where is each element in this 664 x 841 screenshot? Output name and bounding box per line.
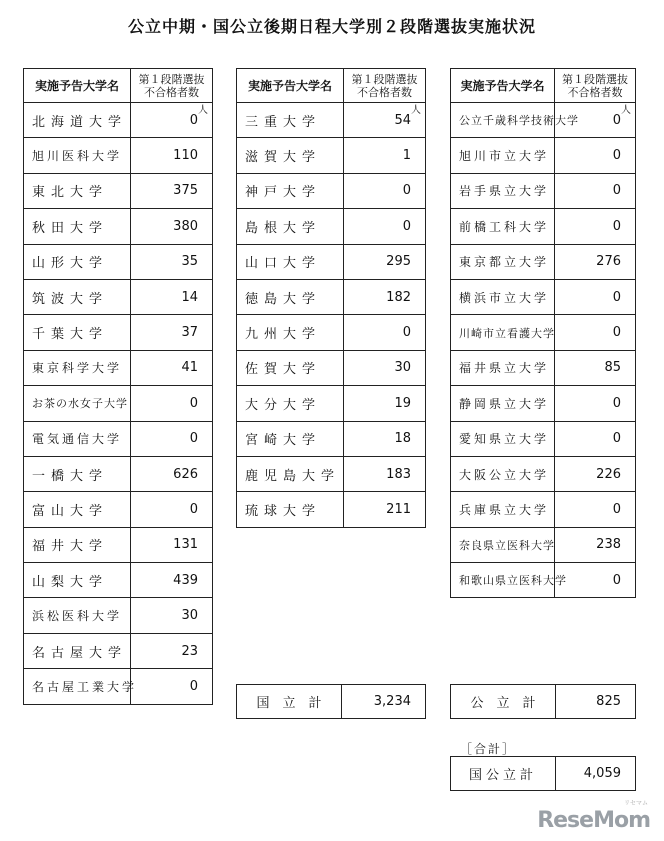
- table-row: [451, 563, 636, 598]
- table-row: [237, 103, 426, 138]
- fail-count: 0: [555, 173, 636, 208]
- fail-count: 19: [344, 386, 426, 421]
- university-name: 横浜市立大学: [451, 279, 555, 314]
- university-name: 前橋工科大学: [451, 209, 555, 244]
- university-name: 山口大学: [237, 244, 344, 279]
- fail-count: 1: [344, 138, 426, 173]
- unit-label: 人: [621, 105, 631, 116]
- resemom-logo: ReseMom: [537, 808, 650, 833]
- university-name: 北海道大学: [24, 103, 131, 138]
- table-row: [237, 209, 426, 244]
- fail-count: 0 人: [131, 103, 213, 138]
- table-row: [451, 527, 636, 562]
- fail-count: 23: [131, 633, 213, 668]
- national-total: [236, 684, 426, 719]
- university-name: 電気通信大学: [24, 421, 131, 456]
- university-name: 三重大学: [237, 103, 344, 138]
- table-row: [24, 527, 213, 562]
- table-row: [24, 421, 213, 456]
- table-row: [24, 492, 213, 527]
- fail-count: 131: [131, 527, 213, 562]
- university-name: 大阪公立大学: [451, 456, 555, 491]
- fail-count: 0: [555, 315, 636, 350]
- university-name: 和歌山県立医科大学: [451, 563, 555, 598]
- table-header-row: [451, 69, 636, 103]
- fail-count: 0: [131, 421, 213, 456]
- university-name: 徳島大学: [237, 279, 344, 314]
- table-row: [24, 209, 213, 244]
- fail-count: 110: [131, 138, 213, 173]
- table-public: [450, 68, 636, 598]
- unit-label: 人: [198, 105, 208, 116]
- table-row: [451, 138, 636, 173]
- table-row: [24, 315, 213, 350]
- fail-count: 626: [131, 456, 213, 491]
- fail-count: 238: [555, 527, 636, 562]
- fail-count: 41: [131, 350, 213, 385]
- fail-count: 0: [131, 669, 213, 704]
- table-header-row: [237, 69, 426, 103]
- table-row: [237, 315, 426, 350]
- page-title: 公立中期・国公立後期日程大学別２段階選抜実施状況: [127, 17, 536, 36]
- table-row: [451, 386, 636, 421]
- university-name: 奈良県立医科大学: [451, 527, 555, 562]
- university-name: 旭川医科大学: [24, 138, 131, 173]
- table-row: [451, 173, 636, 208]
- fail-count: 182: [344, 279, 426, 314]
- header-university: 実施予告大学名: [451, 69, 555, 103]
- table-row: [451, 315, 636, 350]
- public-total: [450, 684, 636, 719]
- university-name: 山梨大学: [24, 563, 131, 598]
- university-name: 静岡県立大学: [451, 386, 555, 421]
- fail-count: 0: [555, 492, 636, 527]
- table-row: [451, 244, 636, 279]
- university-name: 琉球大学: [237, 492, 344, 527]
- university-name: 福井県立大学: [451, 350, 555, 385]
- university-name: 千葉大学: [24, 315, 131, 350]
- fail-count: 30: [131, 598, 213, 633]
- university-name: 岩手県立大学: [451, 173, 555, 208]
- fail-count: 211: [344, 492, 426, 527]
- table-row: [24, 563, 213, 598]
- table-row: [237, 456, 426, 491]
- table-row: [237, 386, 426, 421]
- fail-count: 295: [344, 244, 426, 279]
- university-name: 愛知県立大学: [451, 421, 555, 456]
- fail-count: 54 人: [344, 103, 426, 138]
- table-row: [451, 456, 636, 491]
- fail-count: 37: [131, 315, 213, 350]
- university-name: 山形大学: [24, 244, 131, 279]
- fail-count: 226: [555, 456, 636, 491]
- national-total-value: 3,234: [342, 685, 426, 719]
- table-row: [24, 103, 213, 138]
- table-national-2: [236, 68, 426, 528]
- fail-count: 0: [344, 315, 426, 350]
- university-name: 浜松医科大学: [24, 598, 131, 633]
- university-name: 富山大学: [24, 492, 131, 527]
- table-row: [24, 279, 213, 314]
- fail-count: 0: [555, 421, 636, 456]
- table-row: [24, 386, 213, 421]
- table-row: [24, 244, 213, 279]
- table-row: [237, 138, 426, 173]
- header-fail-count: 第１段階選抜 不合格者数: [555, 69, 636, 103]
- fail-count: 0: [131, 492, 213, 527]
- table-row: [24, 633, 213, 668]
- table-row: [451, 421, 636, 456]
- fail-count: 14: [131, 279, 213, 314]
- fail-count: 0: [344, 173, 426, 208]
- table-row: [24, 669, 213, 704]
- university-name: 宮崎大学: [237, 421, 344, 456]
- sum-caption: ［合計］: [460, 742, 517, 756]
- table-row: [451, 492, 636, 527]
- university-name: 川崎市立看護大学: [451, 315, 555, 350]
- fail-count: 0: [555, 563, 636, 598]
- national-total-label: 国 立 計: [237, 685, 342, 719]
- fail-count: 276: [555, 244, 636, 279]
- public-total-label: 公 立 計: [451, 685, 556, 719]
- university-name: 東京都立大学: [451, 244, 555, 279]
- fail-count: 380: [131, 209, 213, 244]
- fail-count: 439: [131, 563, 213, 598]
- university-name: 福井大学: [24, 527, 131, 562]
- university-name: 滋賀大学: [237, 138, 344, 173]
- university-name: 旭川市立大学: [451, 138, 555, 173]
- logo-subtext: リセマム: [624, 800, 648, 807]
- table-row: [237, 421, 426, 456]
- table-row: [24, 173, 213, 208]
- university-name: 筑波大学: [24, 279, 131, 314]
- header-university: 実施予告大学名: [24, 69, 131, 103]
- university-name: 大分大学: [237, 386, 344, 421]
- fail-count: 35: [131, 244, 213, 279]
- university-name: 島根大学: [237, 209, 344, 244]
- university-name: 鹿児島大学: [237, 456, 344, 491]
- fail-count: 0: [131, 386, 213, 421]
- fail-count: 18: [344, 421, 426, 456]
- fail-count: 0 人: [555, 103, 636, 138]
- university-name: 名古屋大学: [24, 633, 131, 668]
- unit-label: 人: [411, 105, 421, 116]
- table-row: [451, 350, 636, 385]
- table-row: [451, 279, 636, 314]
- all-total: [450, 756, 636, 791]
- table-row: [451, 103, 636, 138]
- header-fail-count: 第１段階選抜 不合格者数: [344, 69, 426, 103]
- fail-count: 183: [344, 456, 426, 491]
- table-row: [237, 492, 426, 527]
- university-name: 東北大学: [24, 173, 131, 208]
- all-total-value: 4,059: [556, 757, 636, 791]
- fail-count: 0: [555, 279, 636, 314]
- university-name: 佐賀大学: [237, 350, 344, 385]
- table-row: [237, 173, 426, 208]
- table-row: [237, 350, 426, 385]
- header-fail-count: 第１段階選抜 不合格者数: [131, 69, 213, 103]
- table-row: [24, 598, 213, 633]
- fail-count: 375: [131, 173, 213, 208]
- university-name: お茶の水女子大学: [24, 386, 131, 421]
- table-national-1: [23, 68, 213, 705]
- table-row: [24, 138, 213, 173]
- university-name: 兵庫県立大学: [451, 492, 555, 527]
- fail-count: 30: [344, 350, 426, 385]
- fail-count: 0: [555, 386, 636, 421]
- university-name: 公立千歳科学技術大学: [451, 103, 555, 138]
- fail-count: 0: [344, 209, 426, 244]
- table-header-row: [24, 69, 213, 103]
- fail-count: 0: [555, 209, 636, 244]
- all-total-label: 国公立計: [451, 757, 556, 791]
- table-row: [237, 244, 426, 279]
- fail-count: 85: [555, 350, 636, 385]
- university-name: 名古屋工業大学: [24, 669, 131, 704]
- table-row: [451, 209, 636, 244]
- table-row: [24, 456, 213, 491]
- table-row: [24, 350, 213, 385]
- table-row: [237, 279, 426, 314]
- university-name: 神戸大学: [237, 173, 344, 208]
- university-name: 東京科学大学: [24, 350, 131, 385]
- university-name: 秋田大学: [24, 209, 131, 244]
- university-name: 一橋大学: [24, 456, 131, 491]
- public-total-value: 825: [556, 685, 636, 719]
- fail-count: 0: [555, 138, 636, 173]
- university-name: 九州大学: [237, 315, 344, 350]
- header-university: 実施予告大学名: [237, 69, 344, 103]
